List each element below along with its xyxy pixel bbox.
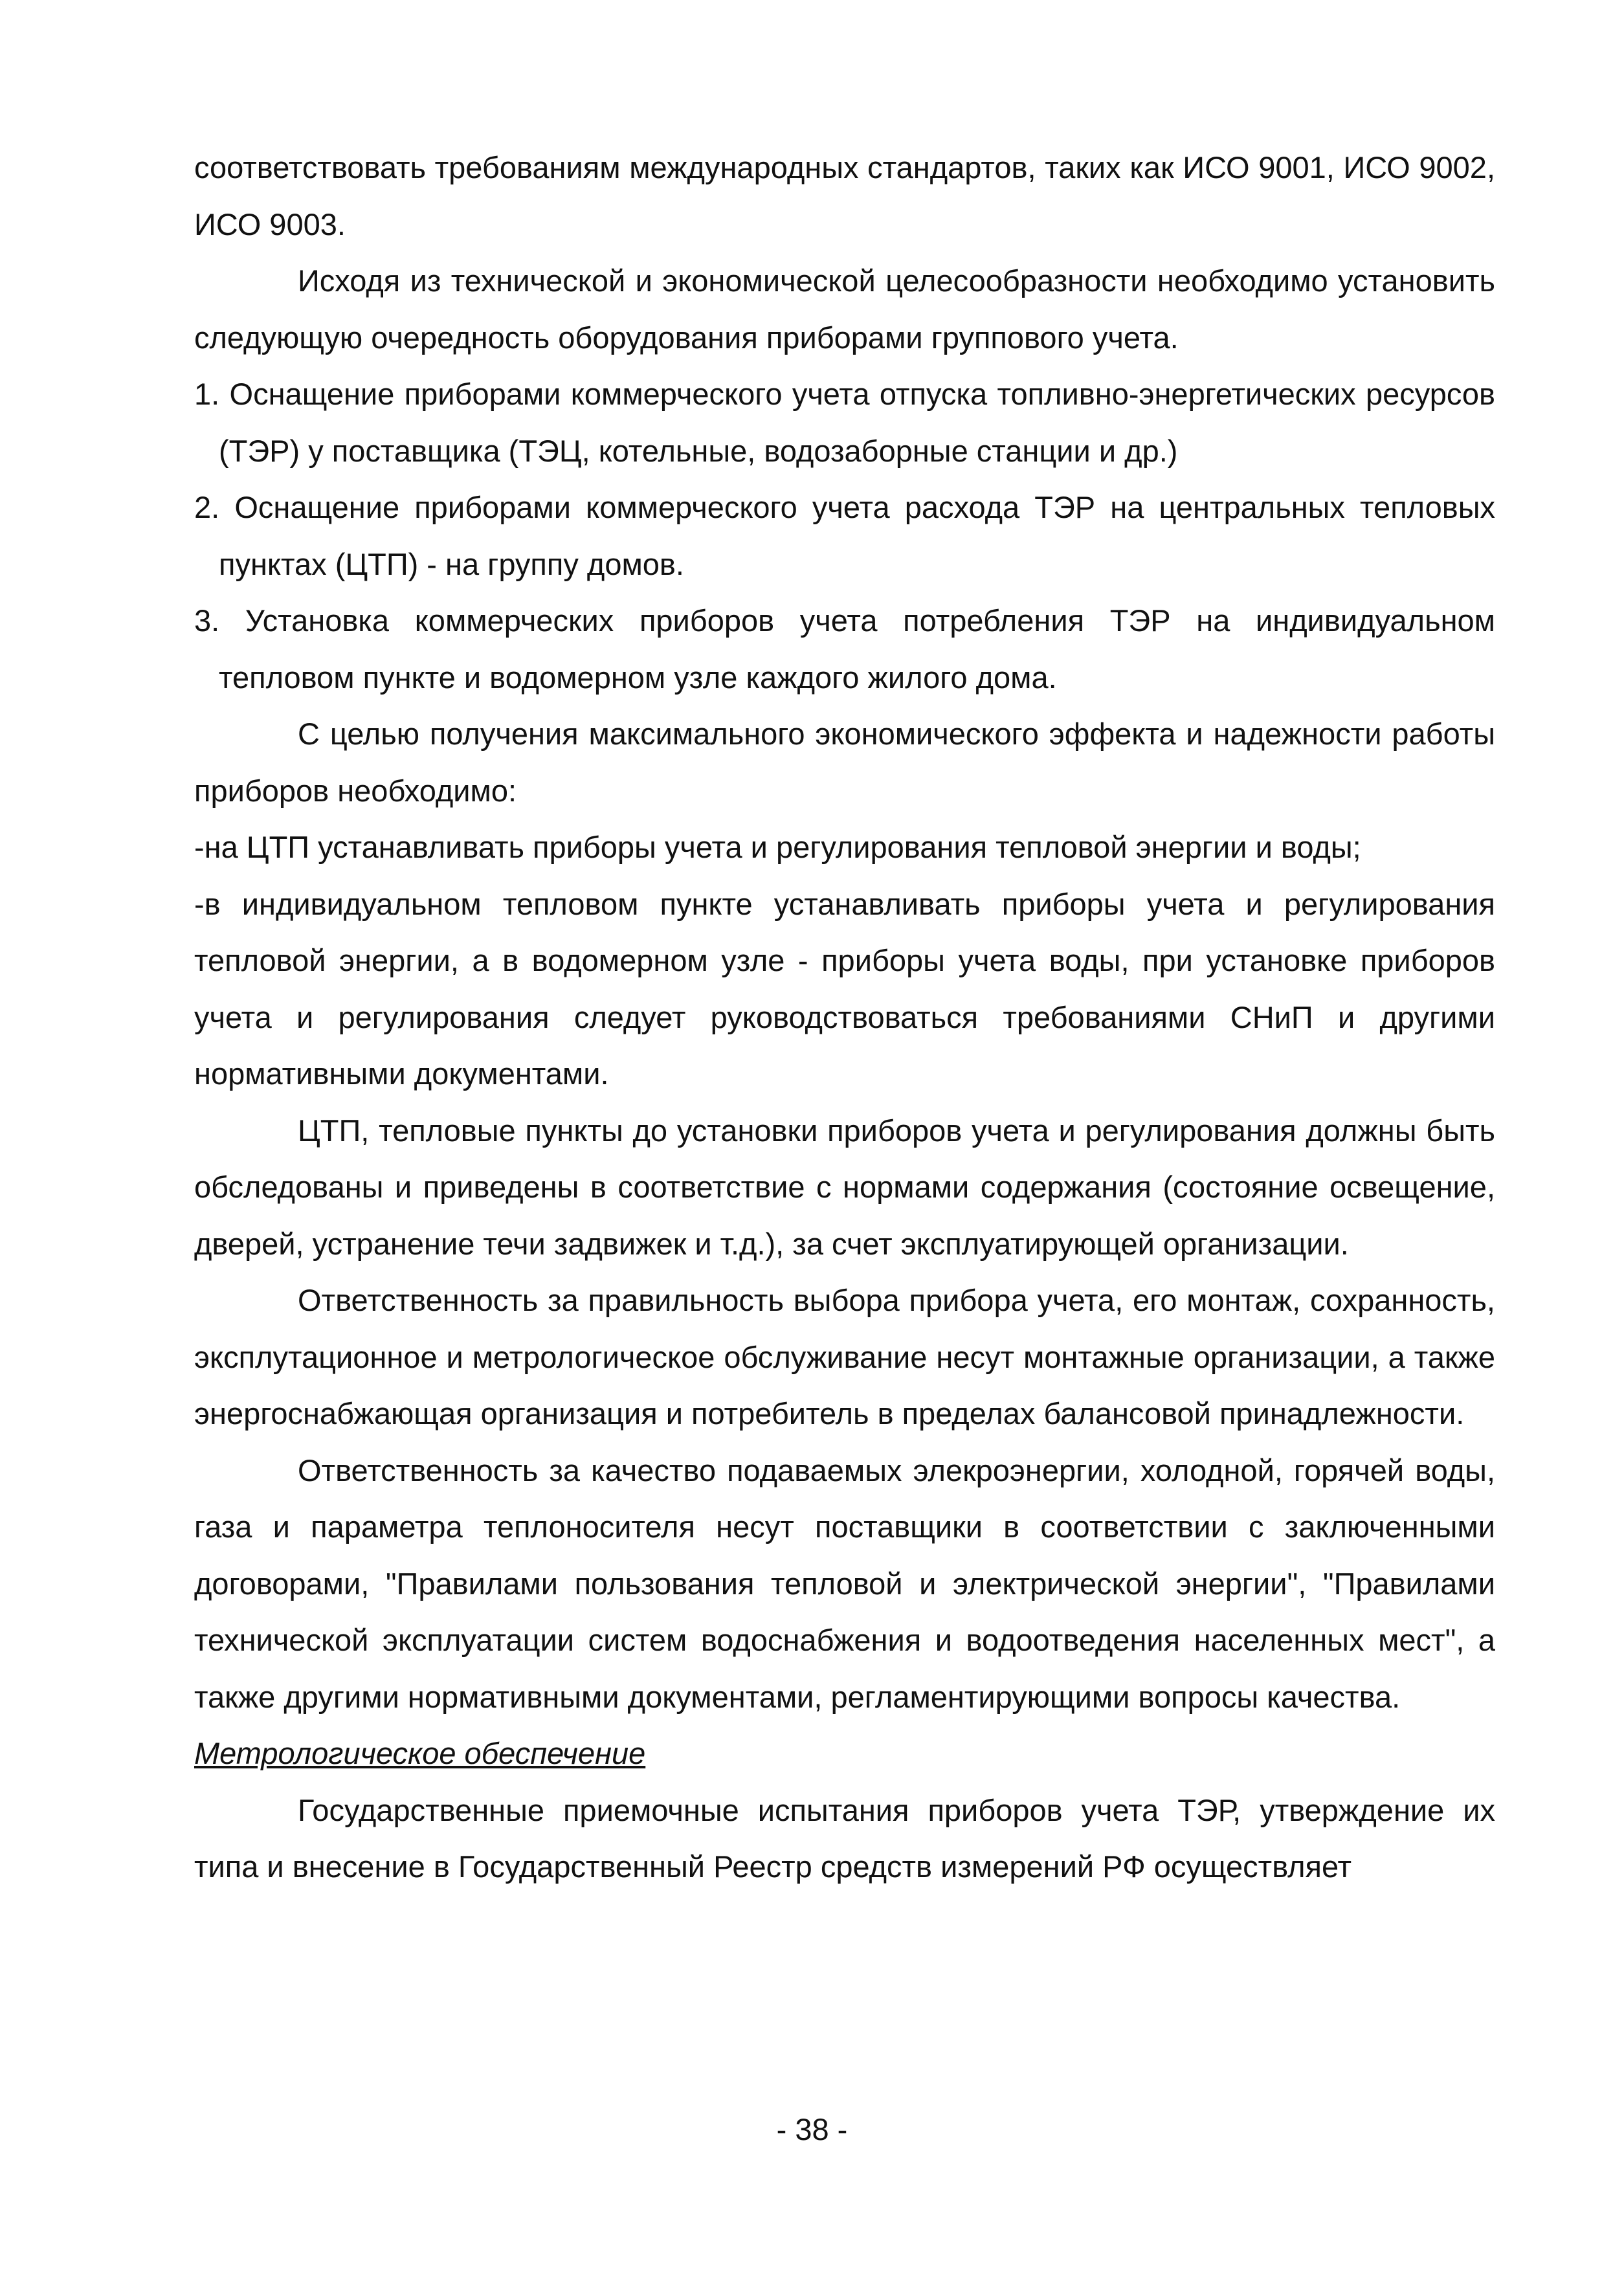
page-body xyxy=(194,139,1495,1895)
dash-item-individual: -в индивидуальном тепловом пункте устанавливать приборы учета и регулирования тепловой энергии, а в водомерном узле - приборы учета воды, при установке приборов учета и регулирования следует руководствоваться требованиями СНиП и другими нормативными документами. xyxy=(194,886,1495,1091)
paragraph-goal: С целью получения максимального экономического эффекта и надежности работы приборов необходимо: xyxy=(194,717,1495,808)
paragraph-order: Исходя из технической и экономической целесообразности необходимо установить следующую очередность оборудования приборами группового учета. xyxy=(194,263,1495,355)
dash-item-ctp: -на ЦТП устанавливать приборы учета и регулирования тепловой энергии и воды; xyxy=(194,830,1361,864)
page-number: - 38 - xyxy=(776,2112,848,2146)
paragraph-state-tests: Государственные приемочные испытания приборов учета ТЭР, утверждение их типа и внесение в Государственный Реестр средств измерений РФ осуществляет xyxy=(194,1792,1495,1884)
list-item-2: 2. Оснащение приборами коммерческого учета расхода ТЭР на центральных тепловых пунктах (ЦТП) - на группу домов. xyxy=(194,490,1495,581)
list-item-1: 1. Оснащение приборами коммерческого учета отпуска топливно-энергетических ресурсов (ТЭР) у поставщика (ТЭЦ, котельные, водозаборные станции и др.) xyxy=(194,377,1495,468)
paragraph-responsibility-selection: Ответственность за правильность выбора прибора учета, его монтаж, сохранность, эксплутационное и метрологическое обслуживание несут монтажные организации, а также энергоснабжающая организация и потребитель в пределах балансовой принадлежности. xyxy=(194,1283,1495,1431)
paragraph-responsibility-quality: Ответственность за качество подаваемых элекроэнергии, холодной, горячей воды, газа и параметра теплоносителя несут поставщики в соответствии с заключенными договорами, "Правилами пользования тепловой и электрической энергии", "Правилами технической эксплуатации систем водоснабжения и водоотведения населенных мест", а также другими нормативными документами, регламентирующими вопросы качества. xyxy=(194,1453,1495,1714)
section-title-metrology: Метрологическое обеспечение xyxy=(194,1736,646,1770)
paragraph-inspection: ЦТП, тепловые пункты до установки приборов учета и регулирования должны быть обследованы и приведены в соответствие с нормами содержания (состояние освещение, дверей, устранение течи задвижек и т.д.), за счет эксплуатирующей организации. xyxy=(194,1113,1495,1261)
list-item-3: 3. Установка коммерческих приборов учета потребления ТЭР на индивидуальном тепловом пункте и водомерном узле каждого жилого дома. xyxy=(194,603,1495,695)
paragraph-standards: соответствовать требованиям международных стандартов, таких как ИСО 9001, ИСО 9002, ИСО 9003. xyxy=(194,150,1495,241)
